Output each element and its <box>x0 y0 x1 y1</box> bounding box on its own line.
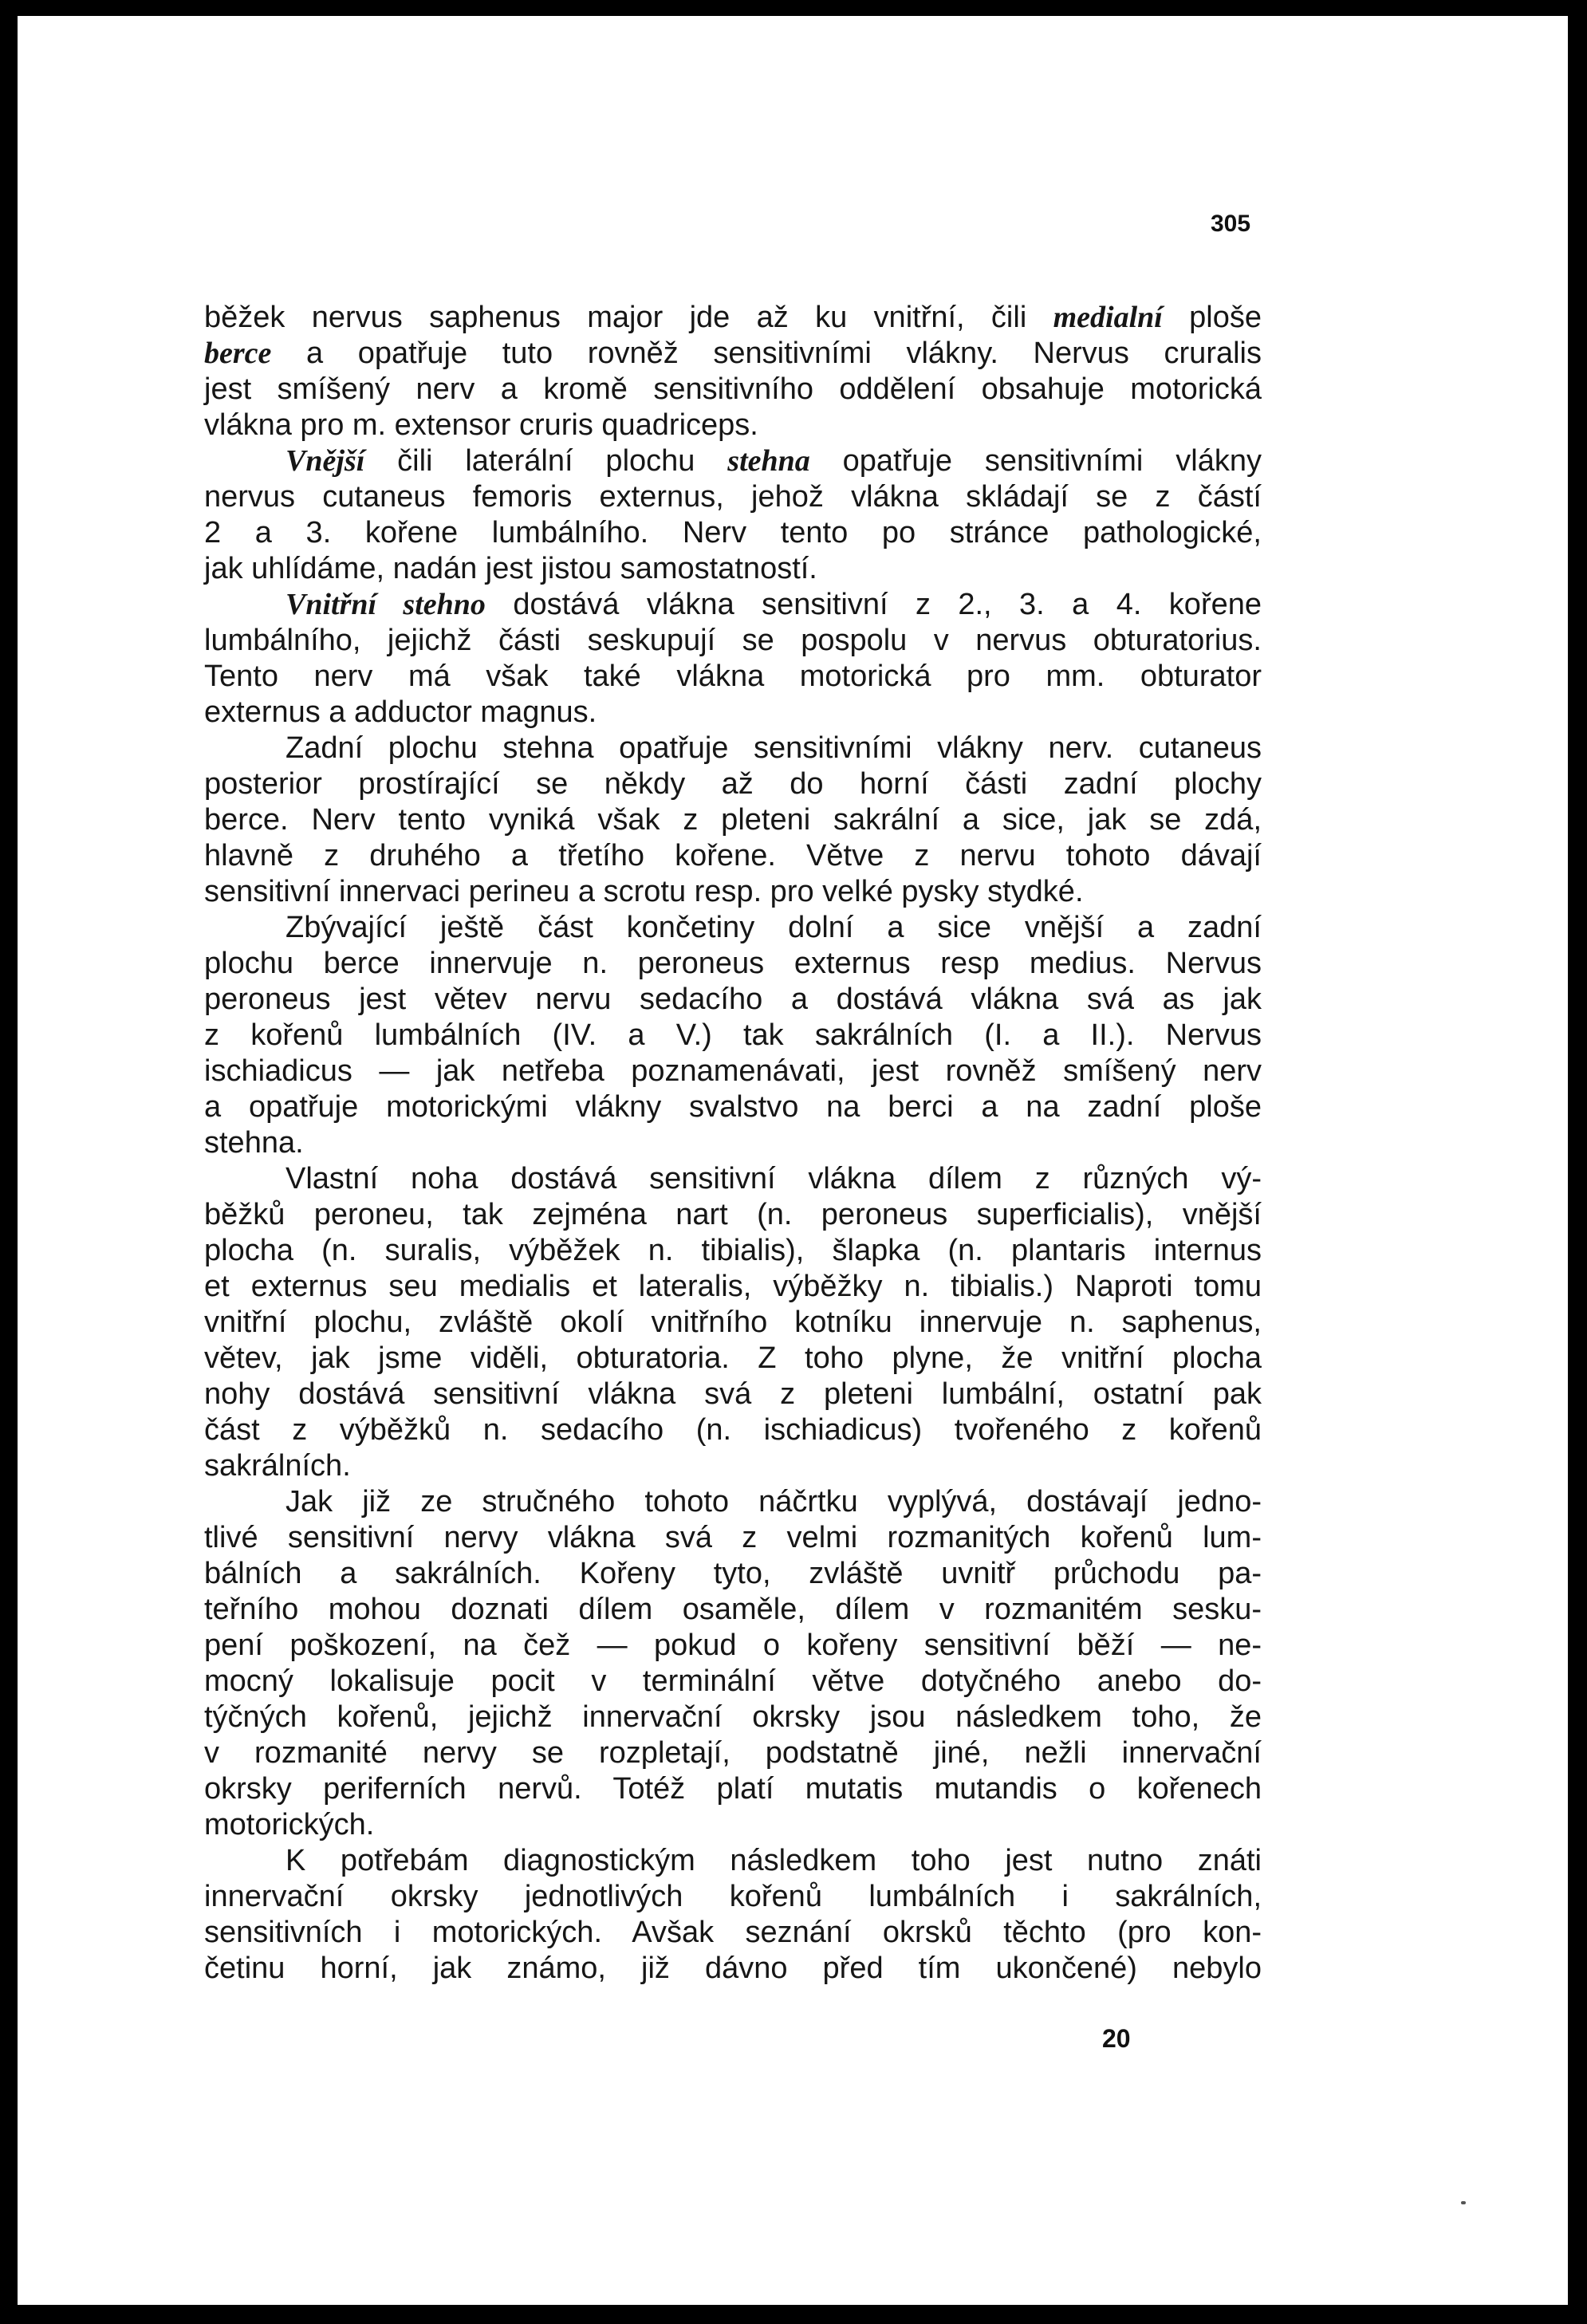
text-run: v rozmanité nervy se rozpletají, podstatně jiné, nežli innervační <box>204 1736 1262 1770</box>
text-line <box>204 479 1262 515</box>
scan-speck <box>1461 2201 1466 2204</box>
text-line <box>204 874 1262 910</box>
text-run: běžků peroneu, tak zejména nart (n. peroneus superficialis), vnější <box>204 1198 1262 1231</box>
text-run: et externus seu medialis et lateralis, výběžky n. tibialis.) Naproti tomu <box>204 1270 1262 1303</box>
text-line <box>204 1592 1262 1628</box>
text-line <box>204 1556 1262 1592</box>
text-run: nohy dostává sensitivní vlákna svá z pleteni lumbální, ostatní pak <box>204 1377 1262 1411</box>
paragraph <box>204 1161 1262 1484</box>
text-line <box>204 372 1262 408</box>
paragraph <box>204 1484 1262 1843</box>
text-run: hlavně z druhého a třetího kořene. Větve z nervu tohoto dávají <box>204 839 1262 872</box>
text-line <box>204 659 1262 695</box>
text-line <box>204 946 1262 982</box>
text-run: vlákna pro m. extensor cruris quadriceps. <box>204 408 758 442</box>
text-line <box>204 1269 1262 1305</box>
text-line <box>204 1018 1262 1054</box>
paragraph <box>204 731 1262 910</box>
body-text <box>204 300 1262 1987</box>
text-run: bálních a sakrálních. Kořeny tyto, zvláště uvnitř průchodu pa- <box>204 1557 1262 1590</box>
text-line <box>204 1341 1262 1377</box>
text-line <box>204 695 1262 731</box>
text-line <box>204 551 1262 587</box>
text-line <box>204 1161 1262 1197</box>
paragraph <box>204 587 1262 731</box>
text-run: jest smíšený nerv a kromě sensitivního oddělení obsahuje motorická <box>204 372 1262 406</box>
text-run: plochu berce innervuje n. peroneus externus resp medius. Nervus <box>204 947 1262 980</box>
text-run: Zadní plochu stehna opatřuje sensitivními vlákny nerv. cutaneus <box>286 731 1262 765</box>
text-line <box>204 1305 1262 1341</box>
text-run: tlivé sensitivní nervy vlákna svá z velmi rozmanitých kořenů lum- <box>204 1521 1262 1554</box>
italic-term: stehna <box>727 444 810 478</box>
text-line <box>204 1628 1262 1664</box>
text-run: K potřebám diagnostickým následkem toho jest nutno znáti <box>286 1844 1262 1877</box>
text-run: Jak již ze stručného tohoto náčrtku vyplývá, dostávají jedno- <box>286 1485 1262 1518</box>
text-run: a opatřuje tuto rovněž sensitivními vlákny. Nervus cruralis <box>271 337 1262 370</box>
text-run: teřního mohou doznati dílem osaměle, dílem v rozmanitém sesku- <box>204 1593 1262 1626</box>
text-run: vnitřní plochu, zvláště okolí vnitřního kotníku innervuje n. saphenus, <box>204 1306 1262 1339</box>
text-line <box>204 838 1262 874</box>
text-run: mocný lokalisuje pocit v terminální větve dotyčného anebo do- <box>204 1664 1262 1698</box>
text-run: plocha (n. suralis, výběžek n. tibialis), šlapka (n. plantaris internus <box>204 1234 1262 1267</box>
text-run: sensitivní innervaci perineu a scrotu resp. pro velké pysky stydké. <box>204 875 1084 908</box>
text-line <box>204 1735 1262 1771</box>
italic-term: berce <box>204 337 272 370</box>
text-run: externus a adductor magnus. <box>204 695 597 729</box>
text-run: větev, jak jsme viděli, obturatoria. Z toho plyne, že vnitřní plocha <box>204 1341 1262 1375</box>
text-run: sakrálních. <box>204 1449 351 1483</box>
text-line <box>204 731 1262 766</box>
text-line <box>204 408 1262 443</box>
text-run: okrsky periferních nervů. Totéž platí mutatis mutandis o kořenech <box>204 1772 1262 1806</box>
text-run: nervus cutaneus femoris externus, jehož vlákna skládají se z částí <box>204 480 1262 514</box>
text-line <box>204 1089 1262 1125</box>
text-run: četinu horní, jak známo, již dávno před tím ukončené) nebylo <box>204 1952 1262 1985</box>
text-run: stehna. <box>204 1126 304 1160</box>
text-line <box>204 1412 1262 1448</box>
text-line <box>204 1664 1262 1700</box>
text-run: posterior prostírající se někdy až do horní části zadní plochy <box>204 767 1262 801</box>
text-run: ischiadicus — jak netřeba poznamenávati, jest rovněž smíšený nerv <box>204 1054 1262 1088</box>
text-run: čili laterální plochu <box>364 444 728 478</box>
text-line <box>204 910 1262 946</box>
text-line <box>204 1054 1262 1089</box>
paragraph <box>204 1843 1262 1987</box>
text-run: berce. Nerv tento vyniká však z pleteni sakrální a sice, jak se zdá, <box>204 803 1262 837</box>
paragraph <box>204 300 1262 443</box>
text-line <box>204 623 1262 659</box>
text-line <box>204 1448 1262 1484</box>
text-run: 2 a 3. kořene lumbálního. Nerv tento po stránce pathologické, <box>204 516 1262 549</box>
signature-mark: 20 <box>1102 2024 1131 2053</box>
text-run: Vlastní noha dostává sensitivní vlákna dílem z různých vý- <box>286 1162 1262 1195</box>
text-run: sensitivních i motorických. Avšak seznání okrsků těchto (pro kon- <box>204 1916 1262 1949</box>
text-line <box>204 1700 1262 1735</box>
text-line <box>204 802 1262 838</box>
text-line <box>204 766 1262 802</box>
text-line <box>204 1377 1262 1412</box>
text-line <box>204 1771 1262 1807</box>
text-run: týčných kořenů, jejichž innervační okrsky jsou následkem toho, že <box>204 1700 1262 1734</box>
book-page <box>18 16 1568 2305</box>
text-run: běžek nervus saphenus major jde až ku vnitřní, čili <box>204 301 1053 334</box>
text-line <box>204 300 1262 336</box>
text-run: motorických. <box>204 1808 375 1841</box>
text-line <box>204 1125 1262 1161</box>
page-number: 305 <box>1211 211 1251 237</box>
text-line <box>204 1484 1262 1520</box>
text-line <box>204 1879 1262 1915</box>
paragraph <box>204 910 1262 1161</box>
text-run: innervační okrsky jednotlivých kořenů lumbálních i sakrálních, <box>204 1880 1262 1913</box>
text-line <box>204 1520 1262 1556</box>
italic-term: medialní <box>1053 301 1163 334</box>
text-run: jak uhlídáme, nadán jest jistou samostatností. <box>204 552 817 585</box>
italic-term: Vnitřní stehno <box>286 588 486 621</box>
text-run: a opatřuje motorickými vlákny svalstvo na berci a na zadní ploše <box>204 1090 1262 1124</box>
text-run: ploše <box>1162 301 1262 334</box>
text-run: z kořenů lumbálních (IV. a V.) tak sakrálních (I. a II.). Nervus <box>204 1018 1262 1052</box>
paragraph <box>204 443 1262 587</box>
text-line <box>204 1197 1262 1233</box>
text-line <box>204 515 1262 551</box>
text-line <box>204 1807 1262 1843</box>
text-run: dostává vlákna sensitivní z 2., 3. a 4. kořene <box>485 588 1262 621</box>
text-run: peroneus jest větev nervu sedacího a dostává vlákna svá as jak <box>204 983 1262 1016</box>
text-line <box>204 982 1262 1018</box>
text-run: opatřuje sensitivními vlákny <box>809 444 1262 478</box>
text-line <box>204 587 1262 623</box>
text-line <box>204 1915 1262 1951</box>
text-run: lumbálního, jejichž části seskupují se pospolu v nervus obturatorius. <box>204 624 1262 657</box>
text-line <box>204 1951 1262 1987</box>
text-line <box>204 443 1262 479</box>
italic-term: Vnější <box>286 444 365 478</box>
text-run: Zbývající ještě část končetiny dolní a sice vnější a zadní <box>286 911 1262 944</box>
text-run: část z výběžků n. sedacího (n. ischiadicus) tvořeného z kořenů <box>204 1413 1262 1447</box>
text-line <box>204 1233 1262 1269</box>
text-line <box>204 1843 1262 1879</box>
text-run: pení poškození, na čež — pokud o kořeny sensitivní běží — ne- <box>204 1629 1262 1662</box>
text-line <box>204 336 1262 372</box>
text-run: Tento nerv má však také vlákna motorická pro mm. obturator <box>204 660 1262 693</box>
